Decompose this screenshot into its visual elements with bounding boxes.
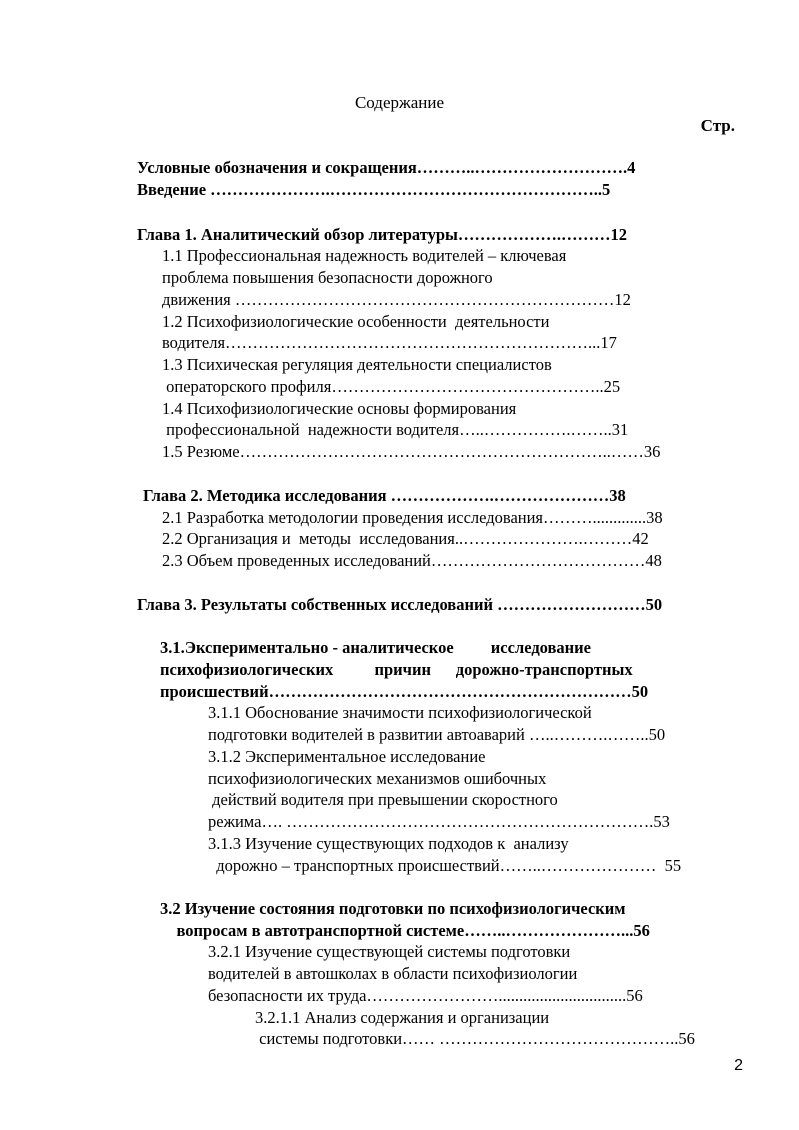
toc-entry: 3.1.2 Экспериментальное исследование — [208, 747, 486, 766]
toc-entry: психофизиологических причин дорожно-транспортных — [160, 660, 633, 679]
toc-entry: 2.3 Объем проведенных исследований…………………………………48 — [162, 551, 662, 570]
toc-entry: 1.4 Психофизиологические основы формирования — [162, 399, 517, 418]
toc-entry: вопросам в автотранспортной системе……..…………………...56 — [160, 921, 650, 940]
page-number: 2 — [734, 1057, 743, 1074]
toc-entry: 3.2.1 Изучение существующей системы подготовки — [208, 942, 571, 961]
toc-entry: водителя…………………………………………………………...17 — [162, 333, 617, 352]
toc-entry: Глава 3. Результаты собственных исследований ………………………50 — [137, 595, 663, 614]
toc-entry: 2.2 Организация и методы исследования..………………….………42 — [162, 529, 649, 548]
toc-entry: 1.2 Психофизиологические особенности деятельности — [162, 312, 550, 331]
toc-entry: 1.1 Профессиональная надежность водителей – ключевая — [162, 246, 567, 265]
toc-entry: 3.1.3 Изучение существующих подходов к анализу — [208, 834, 569, 853]
toc-entry: дорожно – транспортных происшествий……..………………… 55 — [208, 856, 682, 875]
toc-entry: происшествий…………………………………………………………50 — [160, 682, 649, 701]
toc-entry: безопасности их труда……………………...............................56 — [208, 986, 643, 1005]
page-column-header: Стр. — [700, 116, 735, 135]
toc-entry: 3.2 Изучение состояния подготовки по психофизиологическим — [160, 899, 626, 918]
toc-entry: Условные обозначения и сокращения………..……………………….4 — [137, 158, 636, 177]
toc-entry: операторского профиля…………………………………………..25 — [162, 377, 621, 396]
toc-entry: Введение ………………….…………………………………………..5 — [137, 180, 611, 199]
toc-entry: действий водителя при превышении скоростного — [208, 790, 558, 809]
toc-entry: психофизиологических механизмов ошибочных — [208, 769, 547, 788]
toc-entry: системы подготовки…… ……………………………………..56 — [255, 1029, 695, 1048]
page-title: Содержание — [354, 93, 445, 112]
toc-entry: 3.2.1.1 Анализ содержания и организации — [255, 1008, 550, 1027]
toc-entry: подготовки водителей в развитии автоаварий …..……….……..50 — [208, 725, 666, 744]
toc-entry: 1.5 Резюме…………………………………………………………..……36 — [162, 442, 661, 461]
toc-entry: режима…. ………………………………………………………….53 — [208, 812, 670, 831]
toc-entry: движения ……………………………………………………………12 — [162, 290, 631, 309]
toc-entry: 3.1.1 Обоснование значимости психофизиологической — [208, 703, 592, 722]
toc-entry: 1.3 Психическая регуляция деятельности специалистов — [162, 355, 552, 374]
toc-entry: водителей в автошколах в области психофизиологии — [208, 964, 578, 983]
toc-entry: 3.1.Экспериментально - аналитическое исследование — [160, 638, 591, 657]
toc-entry: профессиональной надежности водителя…..…………….……..31 — [162, 420, 629, 439]
toc-entry: Глава 2. Методика исследования ……………….…………………38 — [143, 486, 626, 505]
toc-entry: 2.1 Разработка методологии проведения исследования……….............38 — [162, 508, 663, 527]
toc-entry: проблема повышения безопасности дорожного — [162, 268, 493, 287]
toc-entry: Глава 1. Аналитический обзор литературы……………….………12 — [137, 225, 628, 244]
